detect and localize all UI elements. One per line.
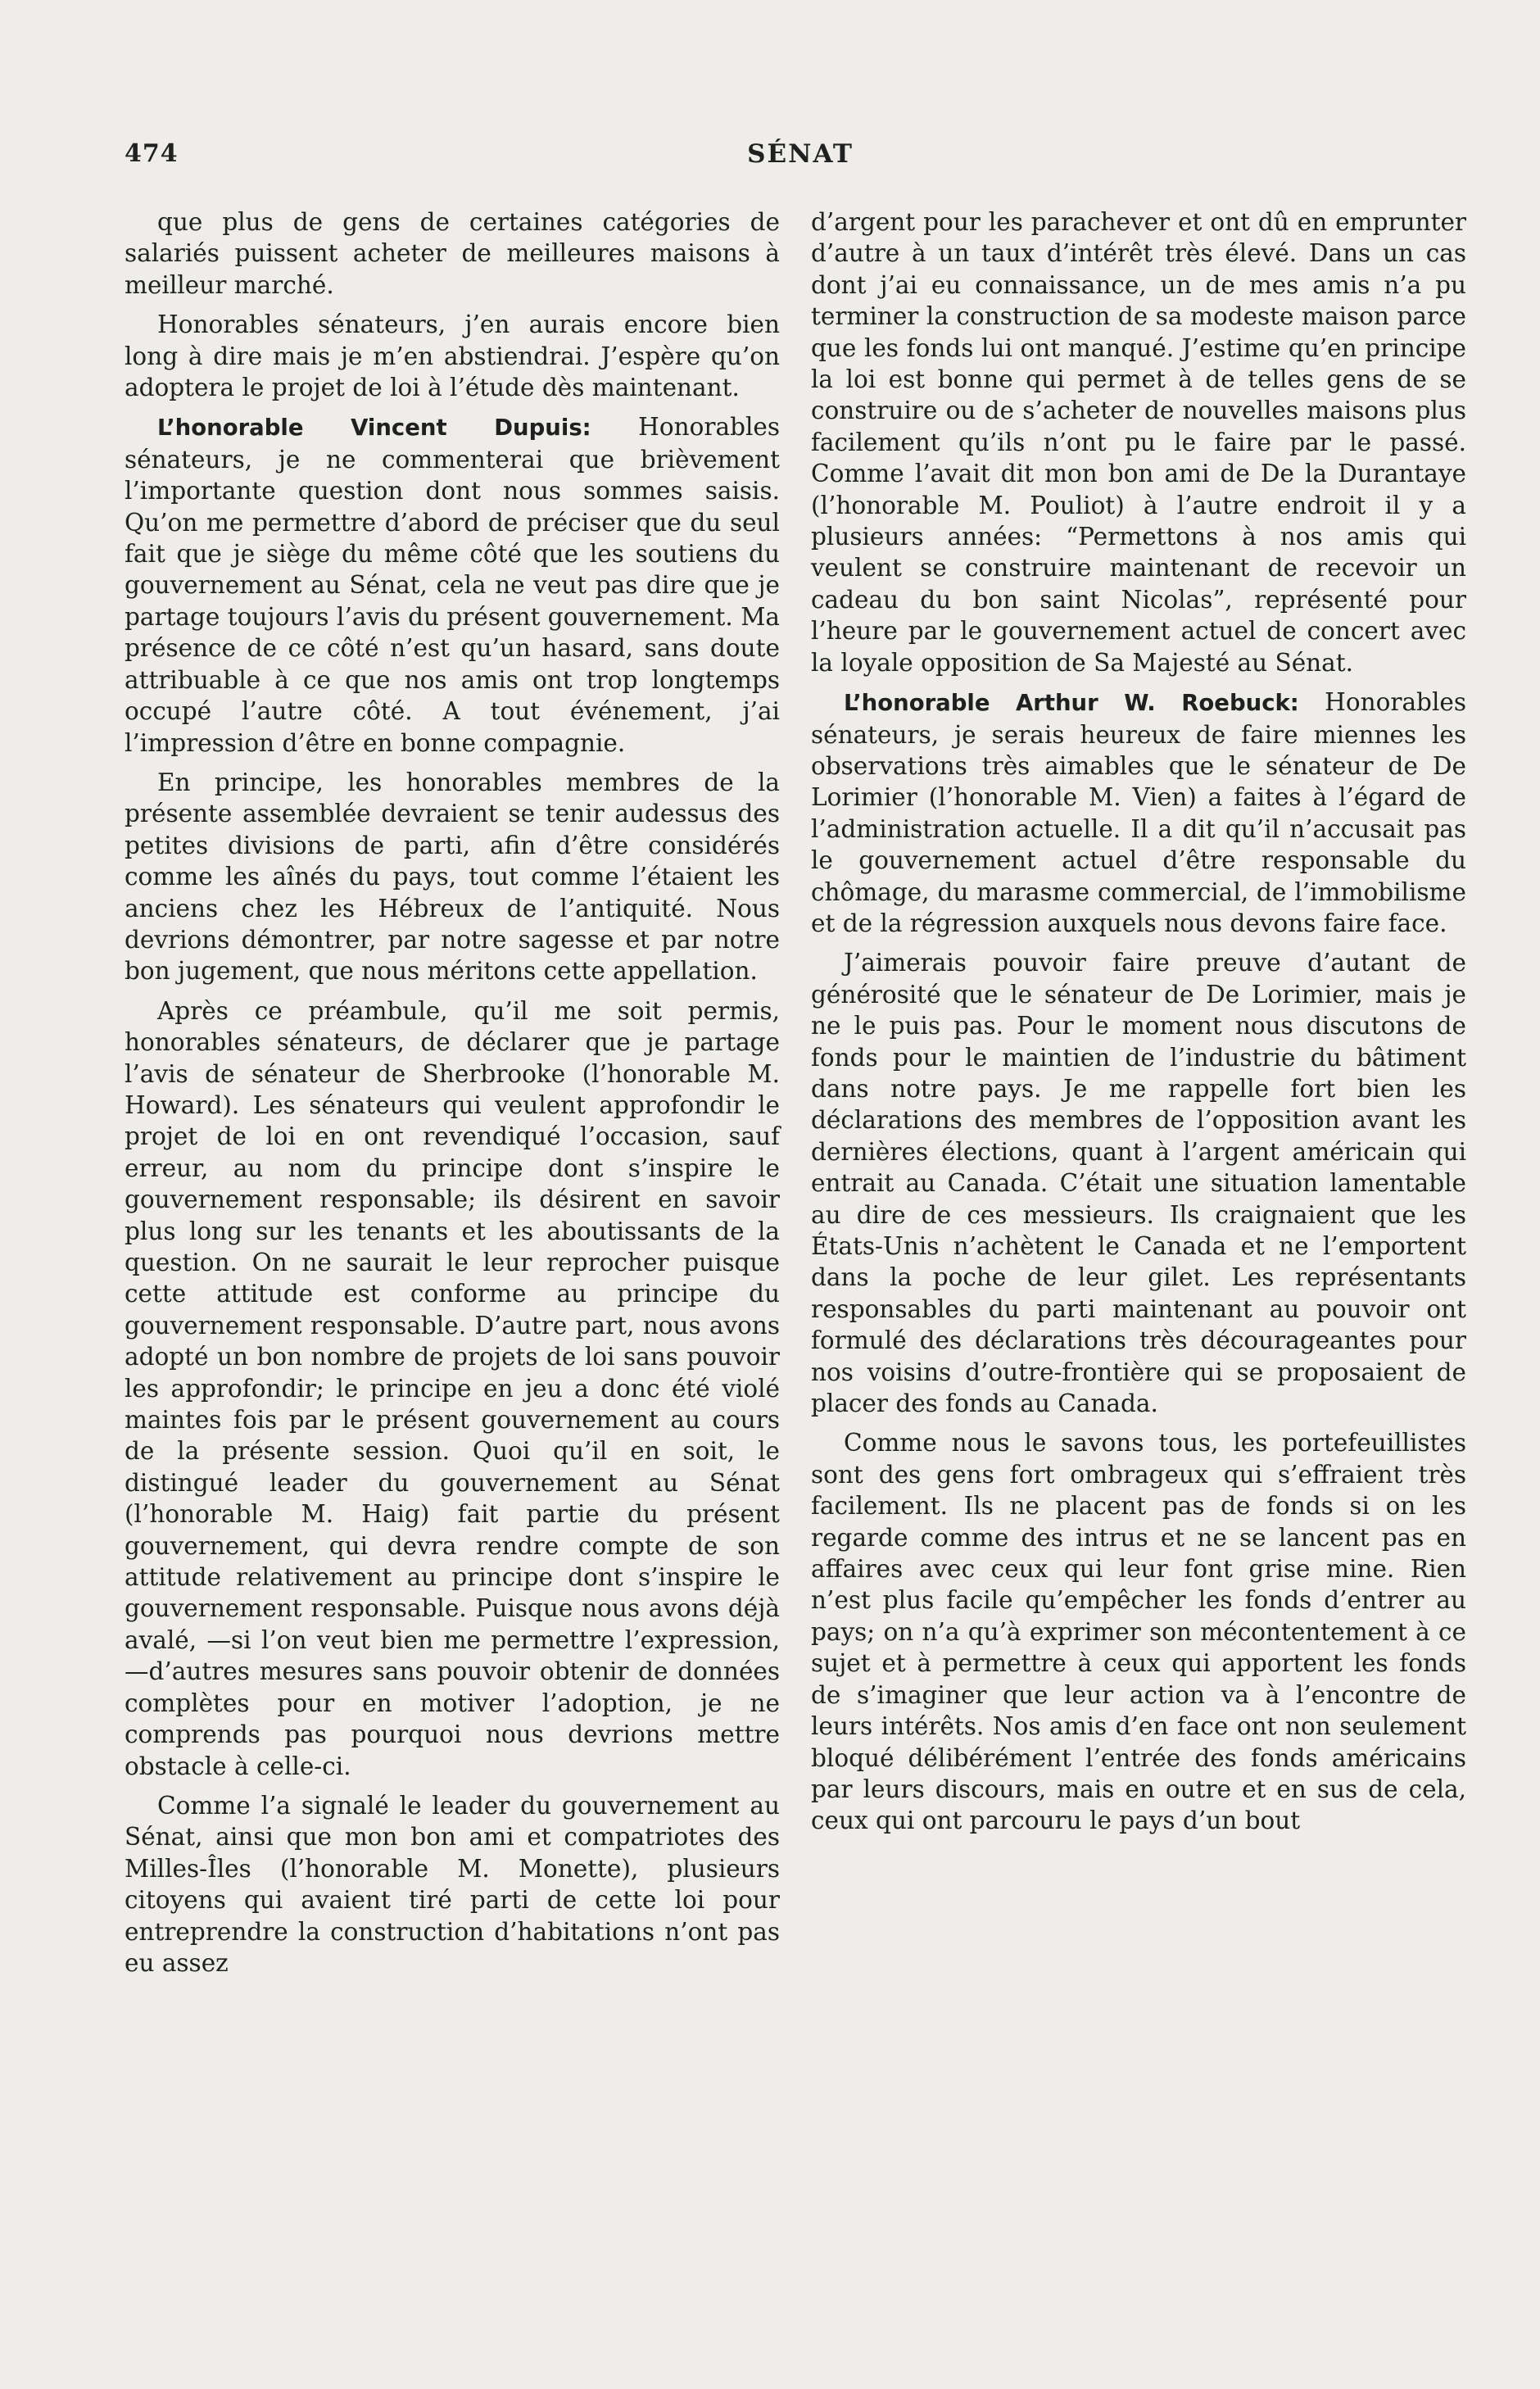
- paragraph-text: Honorables sénateurs, je ne commenterai que brièvement l’importante question dont nous sommes saisis. Qu’on me permettre d’abord de préciser que du seul fait que je siège du même côté que les soutiens du gouvernement au Sénat, cela ne veut pas dire que je partage toujours l’avis du présent gouvernement. Ma présence de ce côté n’est qu’un hasard, sans doute attribuable à ce que nos amis ont trop longtemps occupé l’autre côté. A tout événement, j’ai l’impression d’être en bonne compagnie.: [125, 413, 780, 757]
- paragraph-text: Honorables sénateurs, je serais heureux de faire miennes les observations très aimables que le sénateur de De Lorimier (l’honorable M. Vien) a faites à l’égard de l’administration actuelle. Il a dit qu’il n’accusait pas le gouvernement actuel d’être responsable du chômage, du marasme commercial, de l’immobilisme et de la régression auxquels nous devons faire face.: [811, 688, 1466, 937]
- paragraph: [811, 1427, 1466, 1836]
- speaker-name: L’honorable Vincent Dupuis:: [157, 415, 591, 442]
- page-number: 474: [125, 139, 179, 168]
- right-column: [811, 206, 1466, 1845]
- paragraph-text: d’argent pour les parachever et ont dû en emprunter d’autre à un taux d’intérêt très élevé. Dans un cas dont j’ai eu connaissance, un de mes amis n’a pu terminer la construction de sa modeste maison parce que les fonds lui ont manqué. J’estime qu’en principe la loi est bonne qui permet à de telles gens de se construire ou de s’acheter de nouvelles maisons plus facilement qu’ils n’ont pu le faire par le passé. Comme l’avait dit mon bon ami de De la Durantaye (l’honorable M. Pouliot) à l’autre endroit il y a plusieurs années: “Permettons à nos amis qui veulent se construire maintenant de recevoir un cadeau du bon saint Nicolas”, représenté pour l’heure par le gouvernement actuel de concert avec la loyale opposition de Sa Majesté au Sénat.: [811, 208, 1466, 677]
- paragraph: [125, 411, 780, 758]
- paragraph-text: J’aimerais pouvoir faire preuve d’autant de générosité que le sénateur de De Lorimier, mais je ne le puis pas. Pour le moment nous discutons de fonds pour le maintien de l’industrie du bâtiment dans notre pays. Je me rappelle fort bien les déclarations des membres de l’opposition avant les dernières élections, quant à l’argent américain qui entrait au Canada. C’était une situation lamentable au dire de ces messieurs. Ils craignaient que les États-Unis n’achètent le Canada et ne l’emportent dans la poche de leur gilet. Les représentants responsables du parti maintenant au pouvoir ont formulé des déclarations très décourageantes pour nos voisins d’outre-frontière qui se proposaient de placer des fonds au Canada.: [811, 949, 1466, 1418]
- paragraph: [125, 309, 780, 403]
- paragraph: [125, 1790, 780, 1979]
- speaker-name: L’honorable Arthur W. Roebuck:: [844, 690, 1299, 717]
- paragraph: [811, 947, 1466, 1419]
- paragraph: [125, 767, 780, 987]
- paragraph-text: Après ce préambule, qu’il me soit permis, honorables sénateurs, de déclarer que je partage l’avis de sénateur de Sherbrooke (l’honorable M. Howard). Les sénateurs qui veulent approfondir le projet de loi en ont revendiqué l’occasion, sauf erreur, au nom du principe dont s’inspire le gouvernement responsable; ils désirent en savoir plus long sur les tenants et les aboutissants de la question. On ne saurait le leur reprocher puisque cette attitude est conforme au principe du gouvernement responsable. D’autre part, nous avons adopté un bon nombre de projets de loi sans pouvoir les approfondir; le principe en jeu a donc été violé maintes fois par le présent gouvernement au cours de la présente session. Quoi qu’il en soit, le distingué leader du gouvernement au Sénat (l’honorable M. Haig) fait partie du présent gouvernement, qui devra rendre compte de son attitude relativement au principe dont s’inspire le gouvernement responsable. Puisque nous avons déjà avalé, —si l’on veut bien me permettre l’expression,—d’autres mesures sans pouvoir obtenir de données complètes pour en motiver l’adoption, je ne comprends pas pourquoi nous devrions mettre obstacle à celle-ci.: [125, 996, 780, 1780]
- paragraph: [811, 687, 1466, 939]
- paragraph: [125, 995, 780, 1782]
- left-column: [125, 206, 780, 1987]
- page-header: [125, 139, 1476, 180]
- paragraph-text: Comme nous le savons tous, les portefeuillistes sont des gens fort ombrageux qui s’effraient très facilement. Ils ne placent pas de fonds si on les regarde comme des intrus et ne se lancent pas en affaires avec ceux qui leur font grise mine. Rien n’est plus facile qu’empêcher les fonds d’entrer au pays; on n’a qu’à exprimer son mécontentement à ce sujet et à permettre à ceux qui apportent les fonds de s’imaginer que leur action va à l’encontre de leurs intérêts. Nos amis d’en face ont non seulement bloqué délibérément l’entrée des fonds américains par leurs discours, mais en outre et en sus de cela, ceux qui ont parcouru le pays d’un bout: [811, 1429, 1466, 1835]
- paragraph: [811, 206, 1466, 678]
- paragraph-text: que plus de gens de certaines catégories de salariés puissent acheter de meilleures maisons à meilleur marché.: [125, 208, 780, 299]
- paragraph-text: Comme l’a signalé le leader du gouvernement au Sénat, ainsi que mon bon ami et compatriotes des Milles-Îles (l’honorable M. Monette), plusieurs citoyens qui avaient tiré parti de cette loi pour entreprendre la construction d’habitations n’ont pas eu assez: [125, 1791, 780, 1977]
- running-title: SÉNAT: [747, 139, 854, 169]
- paragraph-text: En principe, les honorables membres de la présente assemblée devraient se tenir audessus des petites divisions de parti, afin d’être considérés comme les aînés du pays, tout comme l’étaient les anciens chez les Hébreux de l’antiquité. Nous devrions démontrer, par notre sagesse et par notre bon jugement, que nous méritons cette appellation.: [125, 768, 780, 986]
- paragraph-text: Honorables sénateurs, j’en aurais encore bien long à dire mais je m’en abstiendrai. J’espère qu’on adoptera le projet de loi à l’étude dès maintenant.: [125, 311, 780, 402]
- paragraph: [125, 206, 780, 301]
